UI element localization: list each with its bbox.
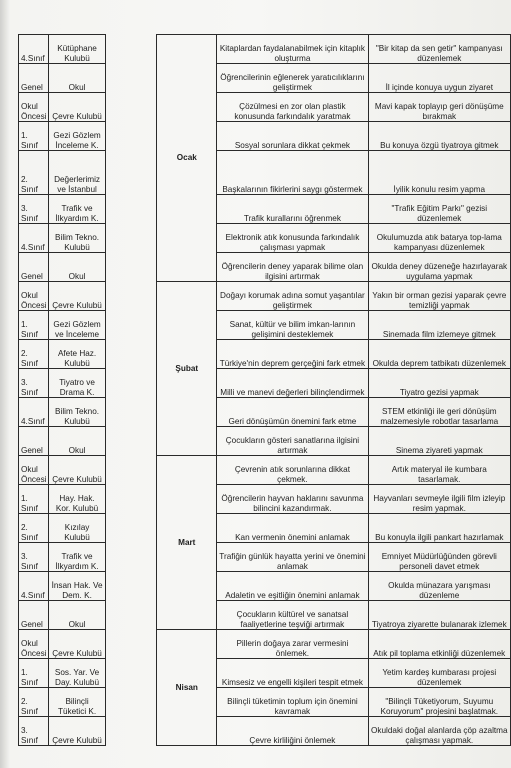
spacer-cell — [105, 717, 157, 746]
class-cell: 1. Sınıf — [19, 659, 49, 688]
spacer-cell — [105, 543, 157, 572]
activity-cell: Çevrenin atık sorunlarına dikkat çekmek. — [217, 456, 368, 485]
club-cell: Hay. Hak. Kor. Kulubü — [49, 485, 105, 514]
club-cell: Okul — [49, 253, 105, 282]
table-row — [19, 572, 511, 601]
action-cell: Okulumuzda atık batarya top-lama kampanyası düzenlemek — [368, 224, 510, 253]
table-row — [19, 340, 511, 369]
club-cell: Bilinçli Tüketici K. — [49, 688, 105, 717]
class-cell: 3. Sınıf — [19, 543, 49, 572]
club-cell: Çevre Kulubü — [49, 456, 105, 485]
table-row — [19, 514, 511, 543]
month-cell: Ocak — [157, 35, 217, 282]
table-row — [19, 398, 511, 427]
table-row — [19, 311, 511, 340]
spacer-cell — [105, 601, 157, 630]
class-cell: 3. Sınıf — [19, 195, 49, 224]
club-cell: Gezi Gözlem İnceleme K. — [49, 122, 105, 151]
class-cell: Genel — [19, 601, 49, 630]
activity-cell: Çözülmesi en zor olan plastik konusunda farkındalık yaratmak — [217, 93, 368, 122]
activity-cell: Öğrencilerinin eğlenerek yaratıcılıklarını geliştirmek — [217, 64, 368, 93]
action-cell: Bu konuyla ilgili pankart hazırlamak — [368, 514, 510, 543]
club-cell: Bilim Tekno. Kulubü — [49, 398, 105, 427]
club-cell: Kızılay Kulubü — [49, 514, 105, 543]
table-row — [19, 688, 511, 717]
class-cell: Genel — [19, 253, 49, 282]
action-cell: Okulda deprem tatbikatı düzenlemek — [368, 340, 510, 369]
spacer-cell — [105, 93, 157, 122]
action-cell: Tiyatro gezisi yapmak — [368, 369, 510, 398]
table-row — [19, 717, 511, 746]
action-cell: Mavi kapak toplayıp geri dönüşüme bırakmak — [368, 93, 510, 122]
activity-cell: Kimsesiz ve engelli kişileri tespit etmek — [217, 659, 368, 688]
table-row — [19, 485, 511, 514]
action-cell: Okulda deney düzeneğe hazırlayarak uygulama yapmak — [368, 253, 510, 282]
spacer-cell — [105, 340, 157, 369]
class-cell: 3. Sınıf — [19, 717, 49, 746]
club-cell: Çevre Kulubü — [49, 717, 105, 746]
action-cell: "Bir kitap da sen getir" kampanyası düzenlemek — [368, 35, 510, 64]
club-cell: Sos. Yar. Ve Day. Kulubü — [49, 659, 105, 688]
month-cell: Şubat — [157, 282, 217, 456]
spacer-cell — [105, 688, 157, 717]
activity-cell: Çevre kirliliğini önlemek — [217, 717, 368, 746]
action-cell: Sinema ziyareti yapmak — [368, 427, 510, 456]
table-row — [19, 601, 511, 630]
club-cell: Okul — [49, 427, 105, 456]
action-cell: Okuldaki doğal alanlarda çöp azaltma çalışması yapmak. — [368, 717, 510, 746]
spacer-cell — [105, 659, 157, 688]
class-cell: Okul Öncesi — [19, 630, 49, 659]
month-cell: Mart — [157, 456, 217, 630]
spacer-cell — [105, 253, 157, 282]
page-edge-shadow — [0, 0, 10, 768]
table-row — [19, 93, 511, 122]
class-cell: 3. Sınıf — [19, 369, 49, 398]
spacer-cell — [105, 427, 157, 456]
table-row — [19, 253, 511, 282]
activity-cell: Çocukların kültürel ve sanatsal faaliyetlerine teşviği artırmak — [217, 601, 368, 630]
action-cell: İyilik konulu resim yapma — [368, 151, 510, 195]
action-cell: "Bilinçli Tüketiyorum, Suyumu Koruyorum" projesini başlatmak. — [368, 688, 510, 717]
action-cell: Emniyet Müdürlüğünden görevli personeli davet etmek — [368, 543, 510, 572]
table-row — [19, 151, 511, 195]
spacer-cell — [105, 224, 157, 253]
table-row — [19, 630, 511, 659]
club-cell: Kütüphane Kulubü — [49, 35, 105, 64]
spacer-cell — [105, 572, 157, 601]
spacer-cell — [105, 195, 157, 224]
activity-cell: Türkiye'nin deprem gerçeğini fark etmek — [217, 340, 368, 369]
class-cell: 4.Sınıf — [19, 572, 49, 601]
action-cell: Tiyatroya ziyarette bulanarak izlemek — [368, 601, 510, 630]
action-cell: "Trafik Eğitim Parkı" gezisi düzenlemek — [368, 195, 510, 224]
action-cell: Sinemada film izlemeye gitmek — [368, 311, 510, 340]
class-cell: 4.Sınıf — [19, 35, 49, 64]
class-cell: 1. Sınıf — [19, 485, 49, 514]
activity-cell: Kan vermenin önemini anlamak — [217, 514, 368, 543]
table-row — [19, 35, 511, 64]
activity-cell: Geri dönüşümün önemini fark etme — [217, 398, 368, 427]
activity-cell: Trafik kurallarını öğrenmek — [217, 195, 368, 224]
table-row — [19, 195, 511, 224]
month-cell: Nisan — [157, 630, 217, 746]
class-cell: 1. Sınıf — [19, 311, 49, 340]
activity-cell: Doğayı korumak adına somut yaşantılar geliştirmek — [217, 282, 368, 311]
class-cell: 1. Sınıf — [19, 122, 49, 151]
club-cell: Okul — [49, 601, 105, 630]
table-row — [19, 282, 511, 311]
activity-cell: Öğrencilerin deney yaparak bilime olan ilgisini artırmak — [217, 253, 368, 282]
spacer-cell — [105, 282, 157, 311]
club-cell: Bilim Tekno. Kulubü — [49, 224, 105, 253]
table-row — [19, 64, 511, 93]
club-cell: Çevre Kulubü — [49, 630, 105, 659]
class-cell: Okul Öncesi — [19, 282, 49, 311]
class-cell: 2. Sınıf — [19, 340, 49, 369]
spacer-cell — [105, 35, 157, 64]
activity-cell: Kitaplardan faydalanabilmek için kitaplık oluşturma — [217, 35, 368, 64]
action-cell: STEM etkinliği ile geri dönüşüm malzemesiyle robotlar tasarlama — [368, 398, 510, 427]
club-cell: Afete Haz. Kulubü — [49, 340, 105, 369]
table-row — [19, 427, 511, 456]
spacer-cell — [105, 514, 157, 543]
action-cell: İl içinde konuya uygun ziyaret — [368, 64, 510, 93]
class-cell: Okul Öncesi — [19, 93, 49, 122]
club-cell: Okul — [49, 64, 105, 93]
action-cell: Bu konuya özgü tiyatroya gitmek — [368, 122, 510, 151]
spacer-cell — [105, 456, 157, 485]
activity-cell: Milli ve manevi değerleri bilinçlendirmek — [217, 369, 368, 398]
club-cell: İnsan Hak. Ve Dem. K. — [49, 572, 105, 601]
table-row — [19, 369, 511, 398]
spacer-cell — [105, 151, 157, 195]
action-cell: Artık materyal ile kumbara tasarlamak. — [368, 456, 510, 485]
table-row — [19, 659, 511, 688]
action-cell: Yetim kardeş kumbarası projesi düzenlemek — [368, 659, 510, 688]
table-row — [19, 224, 511, 253]
club-cell: Çevre Kulubü — [49, 93, 105, 122]
class-cell: 4.Sınıf — [19, 224, 49, 253]
class-cell: 2. Sınıf — [19, 688, 49, 717]
activity-cell: Pillerin doğaya zarar vermesini önlemek. — [217, 630, 368, 659]
spacer-cell — [105, 64, 157, 93]
class-cell: Genel — [19, 427, 49, 456]
class-cell: Okul Öncesi — [19, 456, 49, 485]
activity-cell: Öğrencilerin hayvan haklarını savunma bilincini kazandırmak. — [217, 485, 368, 514]
club-cell: Trafik ve İlkyardım K. — [49, 543, 105, 572]
table-row — [19, 543, 511, 572]
club-cell: Tiyatro ve Drama K. — [49, 369, 105, 398]
class-cell: 4.Sınıf — [19, 398, 49, 427]
class-cell: 2. Sınıf — [19, 151, 49, 195]
action-cell: Okulda münazara yarışması düzenleme — [368, 572, 510, 601]
activity-cell: Sosyal sorunlara dikkat çekmek — [217, 122, 368, 151]
activity-cell: Çocukların gösteri sanatlarına ilgisini artırmak — [217, 427, 368, 456]
activity-plan-table — [18, 34, 511, 746]
activity-cell: Elektronik atık konusunda farkındalık çalışması yapmak — [217, 224, 368, 253]
spacer-cell — [105, 369, 157, 398]
action-cell: Yakın bir orman gezisi yaparak çevre temizliği yapmak — [368, 282, 510, 311]
spacer-cell — [105, 485, 157, 514]
activity-cell: Adaletin ve eşitliğin önemini anlamak — [217, 572, 368, 601]
club-cell: Değerlerimiz ve İstanbul — [49, 151, 105, 195]
class-cell: Genel — [19, 64, 49, 93]
spacer-cell — [105, 311, 157, 340]
table-row — [19, 122, 511, 151]
club-cell: Trafik ve İlkyardım K. — [49, 195, 105, 224]
activity-cell: Bilinçli tüketimin toplum için önemini kavramak — [217, 688, 368, 717]
class-cell: 2. Sınıf — [19, 514, 49, 543]
spacer-cell — [105, 630, 157, 659]
table-row — [19, 456, 511, 485]
action-cell: Atık pil toplama etkinliği düzenlemek — [368, 630, 510, 659]
spacer-cell — [105, 398, 157, 427]
activity-cell: Trafiğin günlük hayatta yerini ve önemini anlamak — [217, 543, 368, 572]
spacer-cell — [105, 122, 157, 151]
club-cell: Çevre Kulubü — [49, 282, 105, 311]
club-cell: Gezi Gözlem ve İnceleme — [49, 311, 105, 340]
activity-cell: Başkalarının fikirlerini saygı göstermek — [217, 151, 368, 195]
action-cell: Hayvanları sevmeyle ilgili film izleyip resim yapmak. — [368, 485, 510, 514]
activity-cell: Sanat, kültür ve bilim imkan-larının gelişimini desteklemek — [217, 311, 368, 340]
